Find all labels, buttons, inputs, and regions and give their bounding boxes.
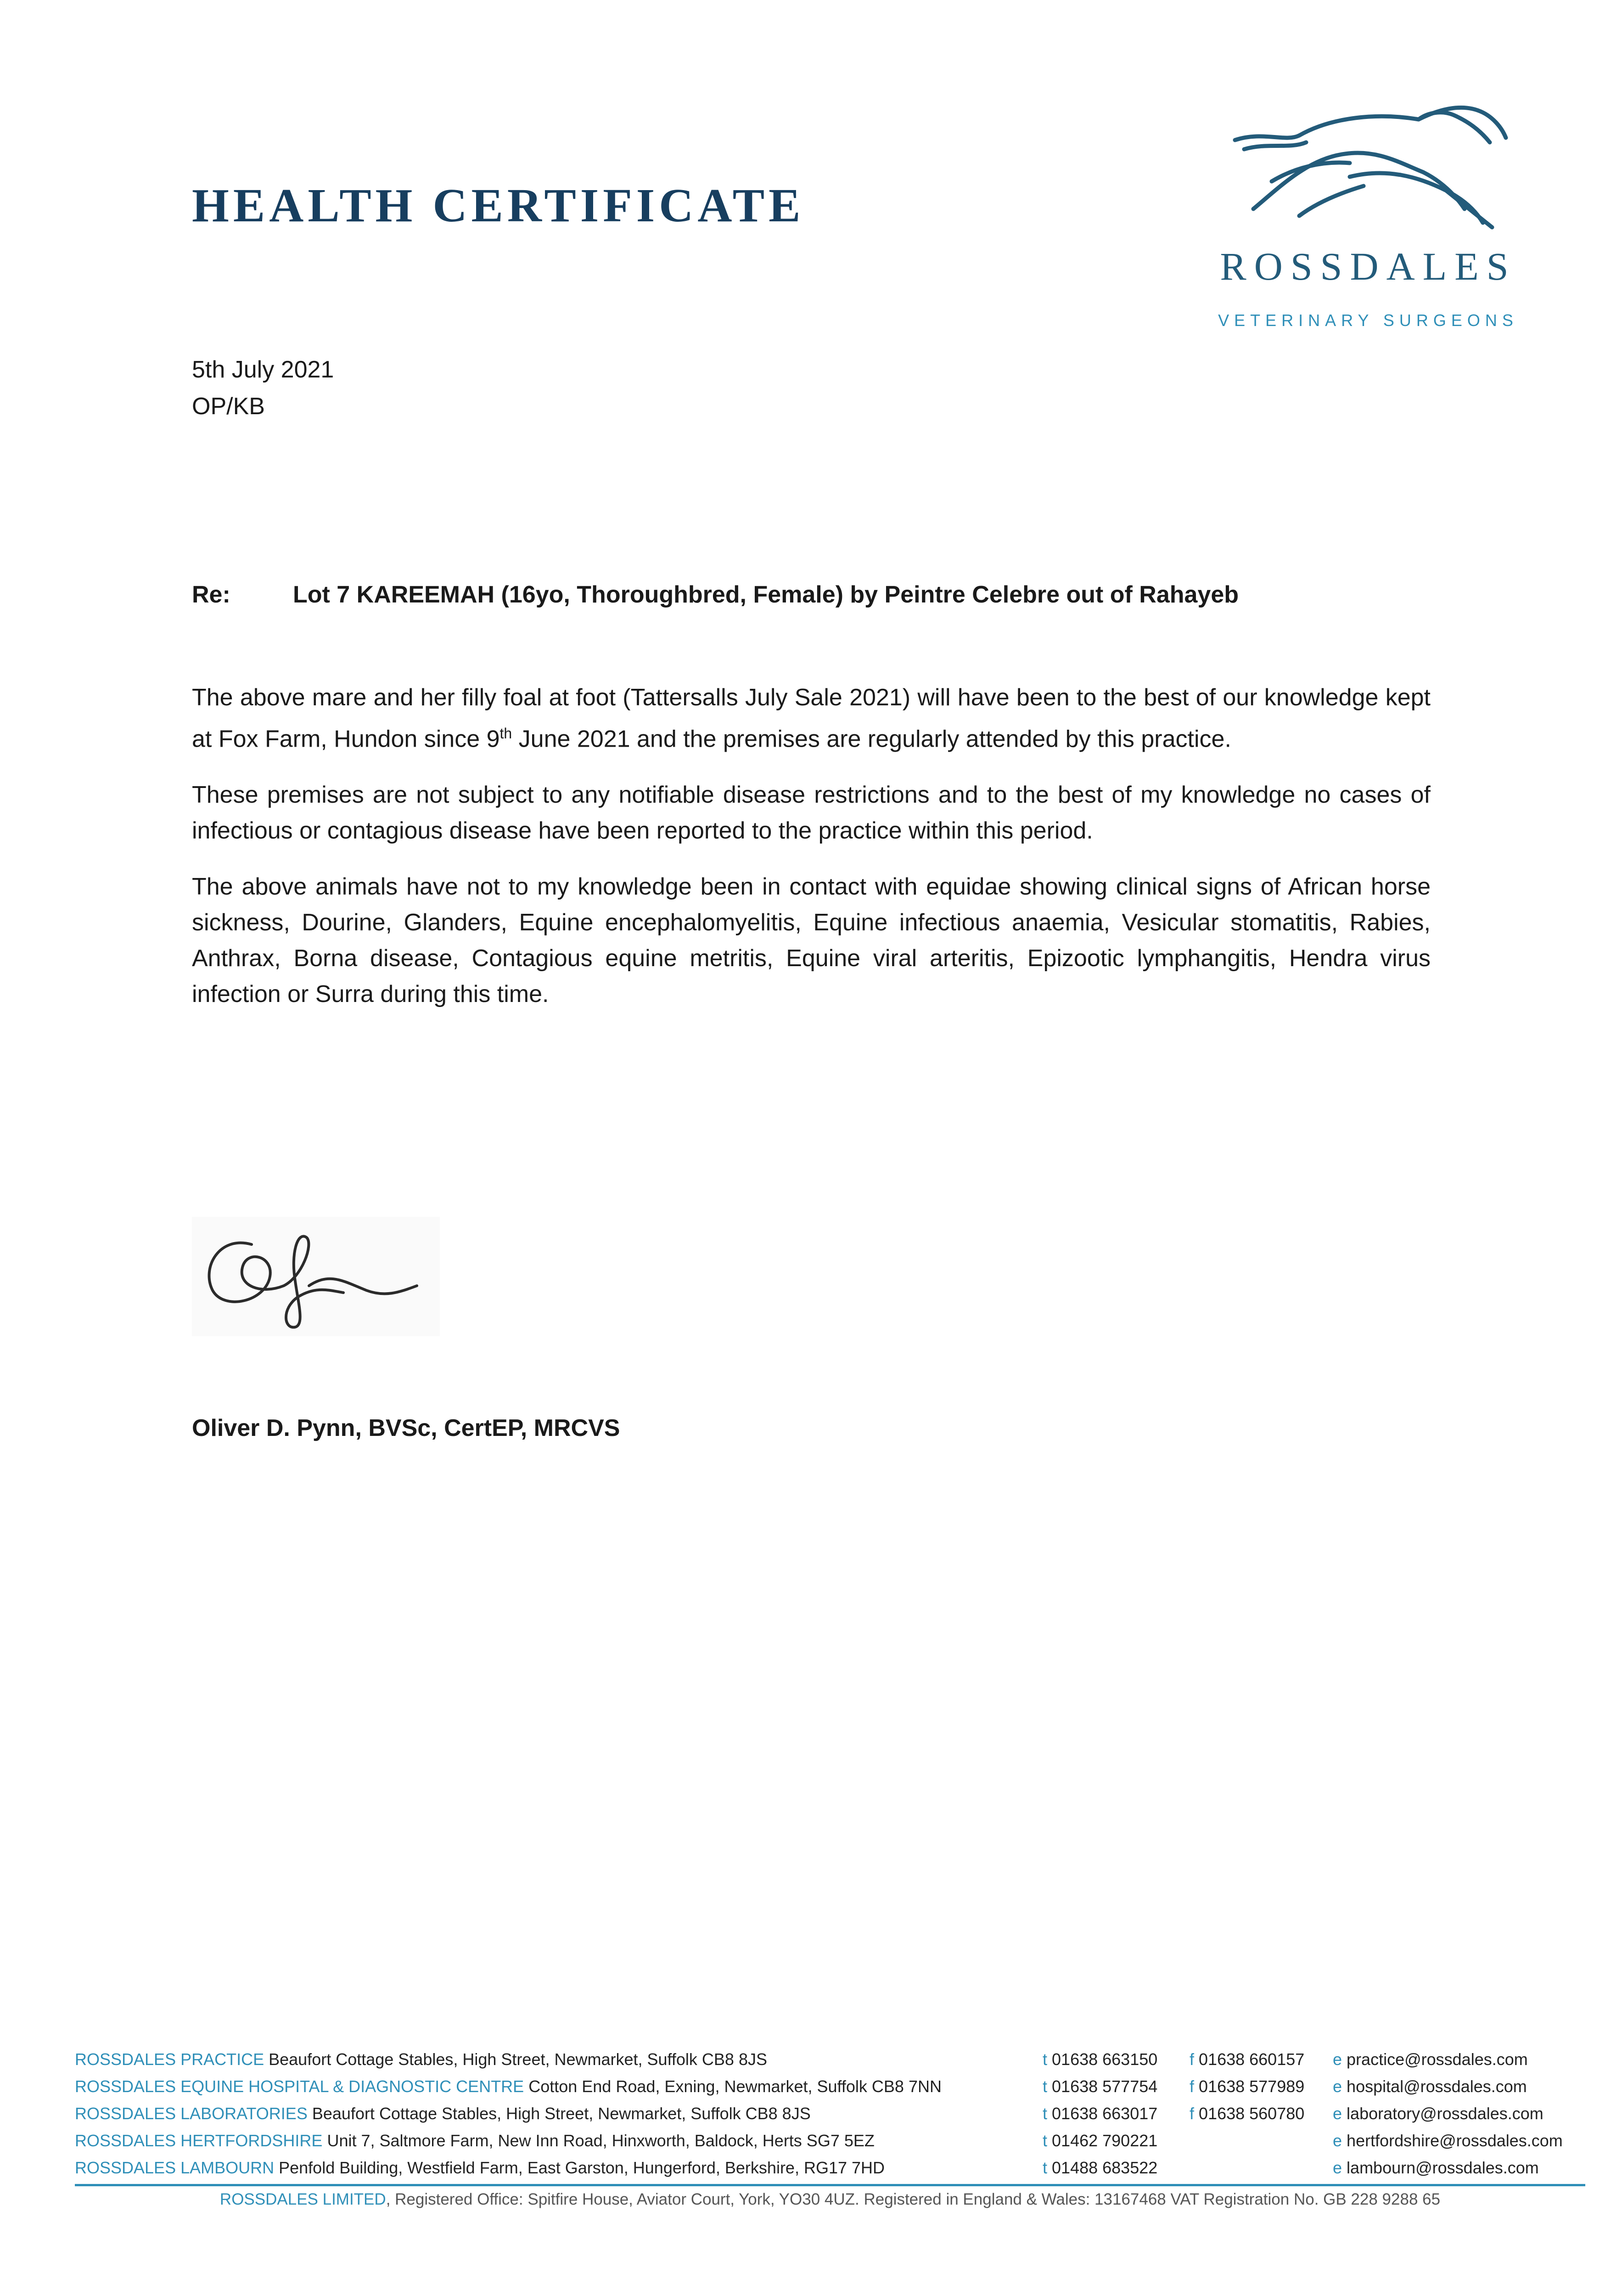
footer-row: ROSSDALES EQUINE HOSPITAL & DIAGNOSTIC CENTRE Cotton End Road, Exning, Newmarket, Suffolk CB8 7NN t 01638 577754 f 01638 577989 e hospital@rossdales.com [75, 2077, 1527, 2096]
certificate-body [192, 680, 1431, 1032]
letter-meta [192, 351, 334, 425]
subject-label: Re: [192, 581, 230, 608]
galloping-horse-logo-icon [1226, 99, 1510, 236]
signature-image [192, 1217, 440, 1336]
footer-row: ROSSDALES HERTFORDSHIRE Unit 7, Saltmore Farm, New Inn Road, Hinxworth, Baldock, Herts SG7 5EZ t 01462 790221 e hertfordshire@rossdales.com [75, 2131, 1563, 2150]
footer-row: ROSSDALES PRACTICE Beaufort Cottage Stables, High Street, Newmarket, Suffolk CB8 8JS t 01638 663150 f 01638 660157 e practice@rossdales.com [75, 2050, 1528, 2069]
letterhead-footer [75, 2046, 1585, 2213]
footer-row: ROSSDALES LABORATORIES Beaufort Cottage Stables, High Street, Newmarket, Suffolk CB8 8JS t 01638 663017 f 01638 560780 e laboratory@rossdales.com [75, 2104, 1543, 2123]
body-paragraph-2: These premises are not subject to any notifiable disease restrictions and to the best of my knowledge no cases of infectious or contagious disease have been reported to the practice within this period. [192, 782, 1431, 844]
subject-text: Lot 7 KAREEMAH (16yo, Thoroughbred, Female) by Peintre Celebre out of Rahayeb [293, 581, 1239, 608]
rossdales-logo [1212, 99, 1524, 328]
body-paragraph-3: The above animals have not to my knowledge been in contact with equidae showing clinical signs of African horse sickness, Dourine, Glanders, Equine encephalomyelitis, Equine infectious anaemia, Vesicular stomatitis, Rabies, Anthrax, Borna disease, Contagious equine metritis, Equine viral arteritis, Epizootic lymphangitis, Hendra virus infection or Surra during this time. [192, 873, 1431, 1008]
logo-name: ROSSDALES [1220, 244, 1516, 288]
document-title: HEALTH CERTIFICATE [192, 179, 805, 232]
letter-reference: OP/KB [192, 393, 265, 420]
signature-scribble [192, 1217, 440, 1336]
body-paragraph-1: The above mare and her filly foal at foot (Tattersalls July Sale 2021) will have been to the best of our knowledge kept at Fox Farm, Hundon since 9th June 2021 and the premises are regularly attended by this practice. [192, 684, 1431, 753]
subject-line [192, 581, 1239, 608]
footer-row: ROSSDALES LAMBOURN Penfold Building, Westfield Farm, East Garston, Hungerford, Berkshire, RG17 7HD t 01488 683522 e lambourn@rossdales.com [75, 2158, 1539, 2177]
logo-tagline: VETERINARY SURGEONS [1218, 311, 1518, 330]
signatory-name: Oliver D. Pynn, BVSc, CertEP, MRCVS [192, 1415, 620, 1441]
footer-legal: ROSSDALES LIMITED, Registered Office: Spitfire House, Aviator Court, York, YO30 4UZ. Registered in England & Wales: 13167468 VAT Registration No. GB 228 9288 65 [219, 2190, 1441, 2208]
letter-date: 5th July 2021 [192, 356, 334, 383]
